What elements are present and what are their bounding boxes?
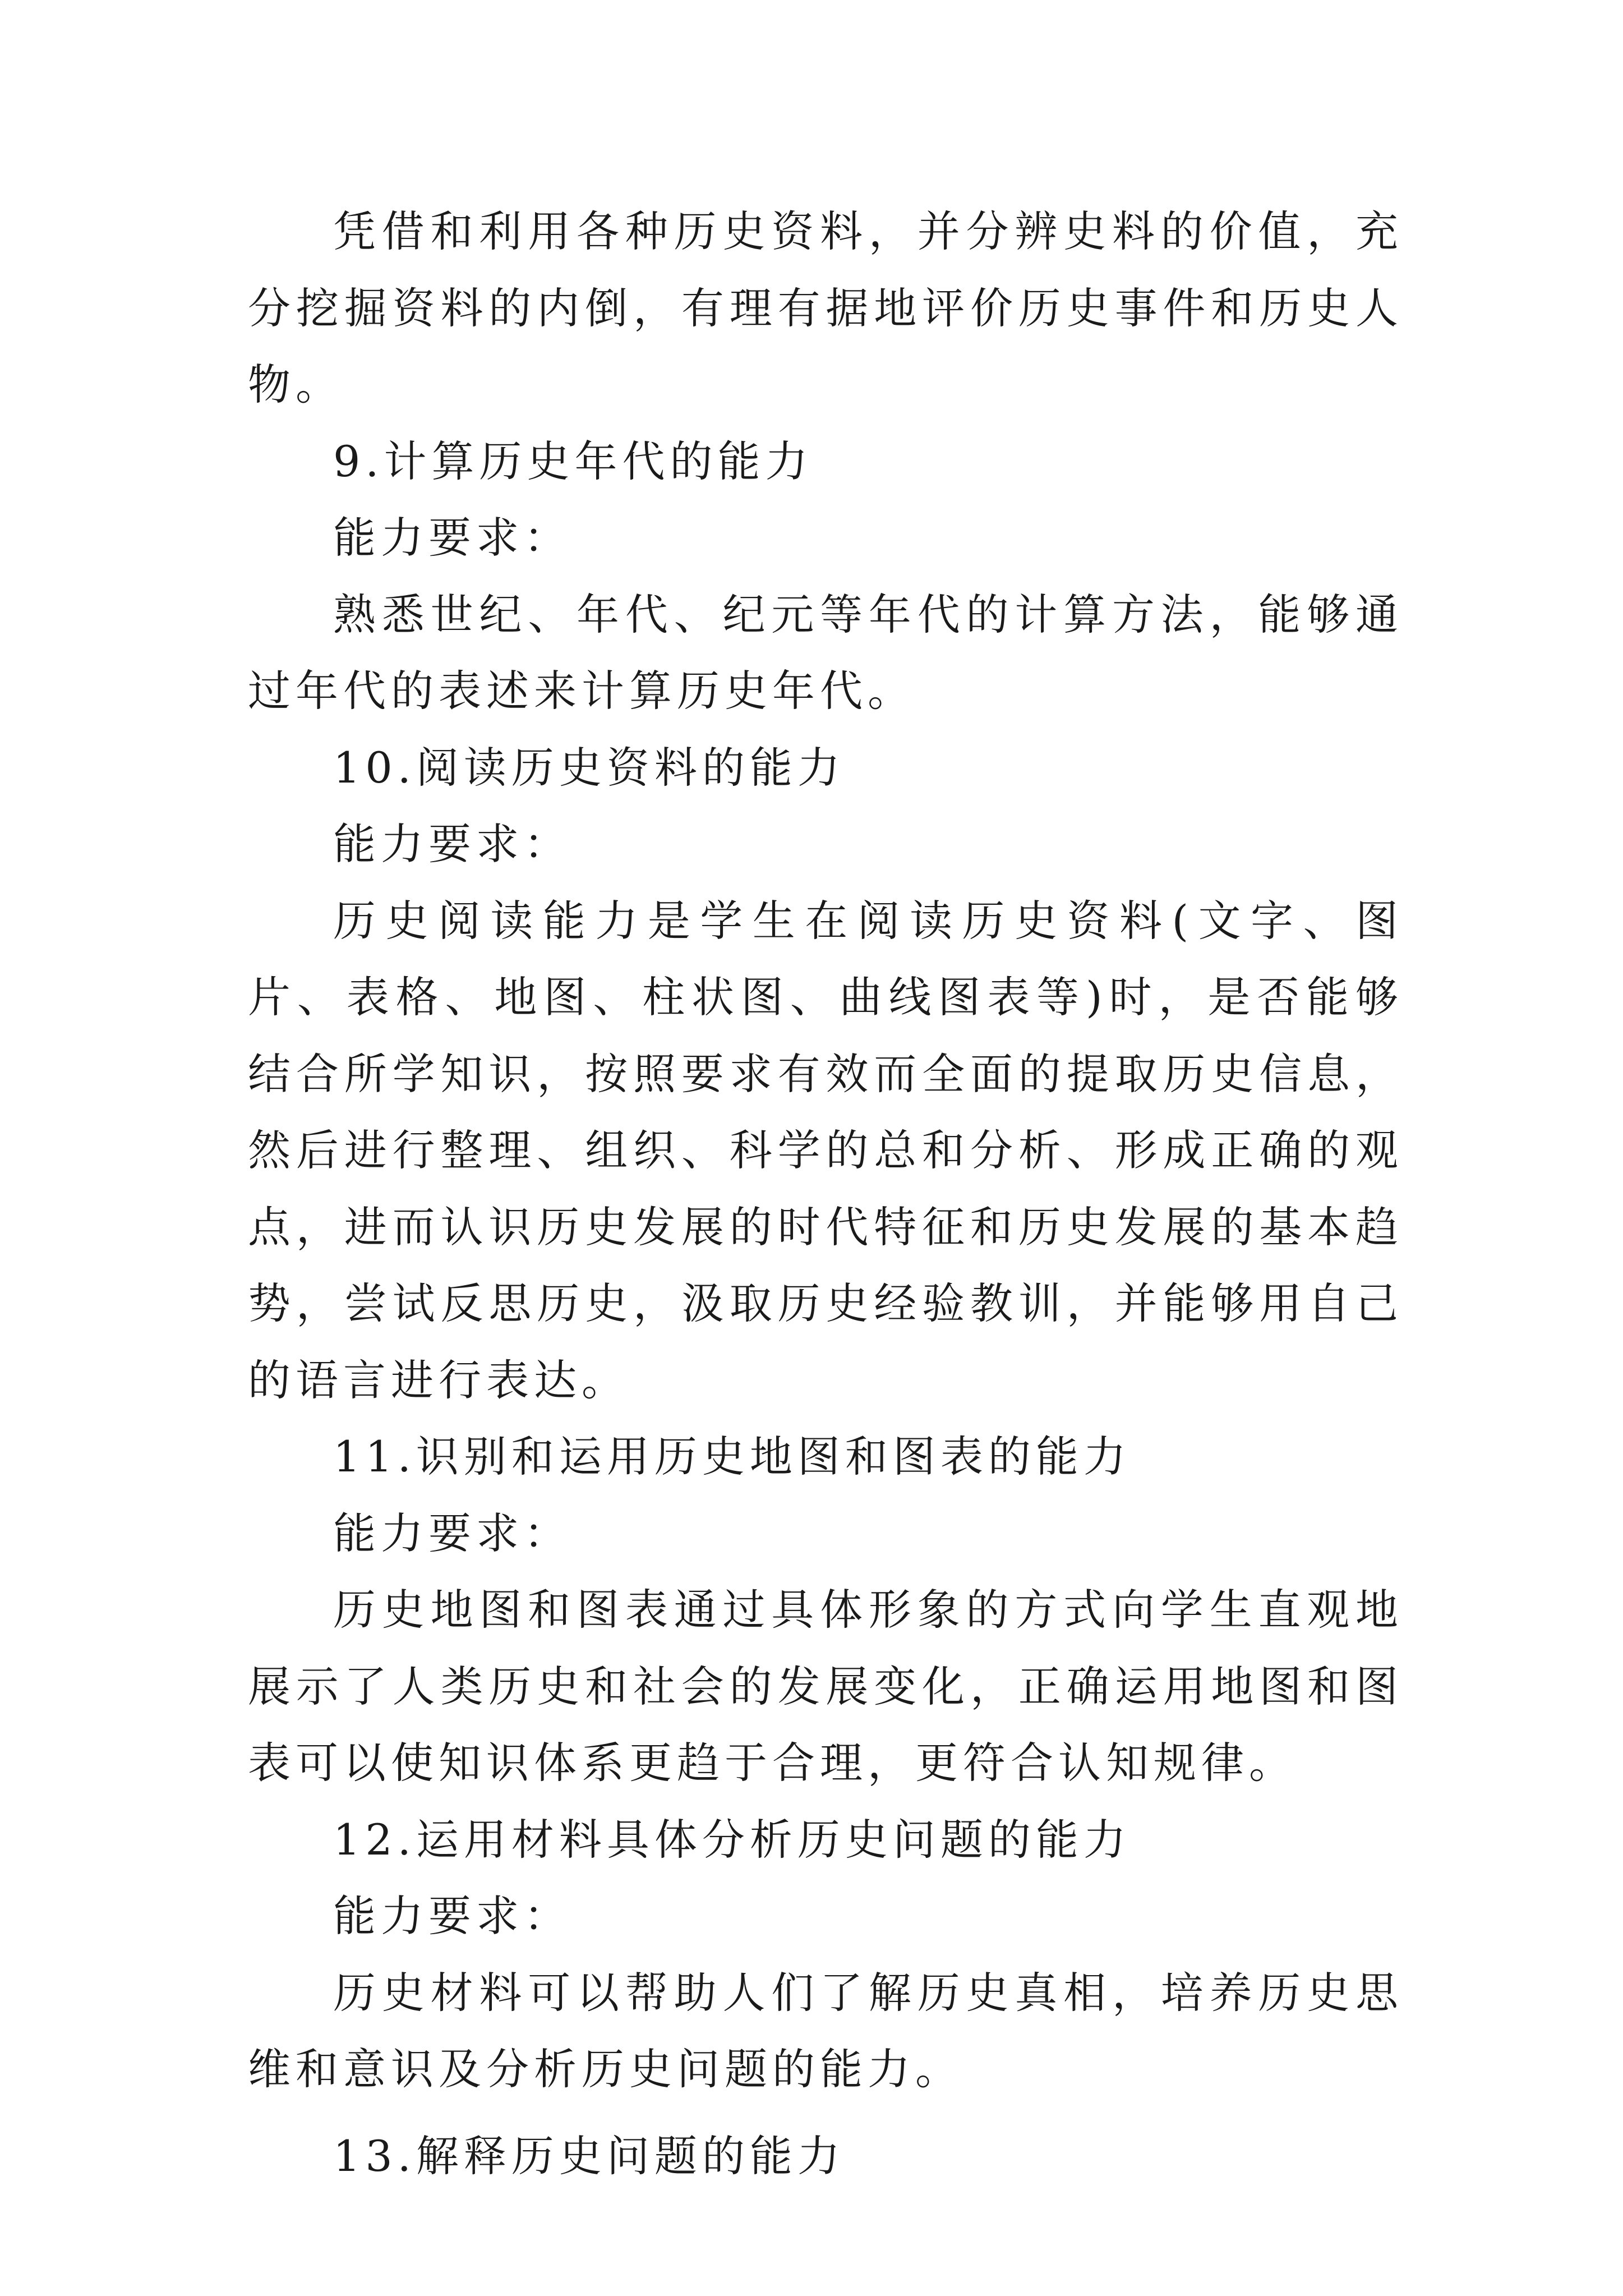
- paragraph-maps-charts: 历史地图和图表通过具体形象的方式向学生直观地展示了人类历史和社会的发展变化，正确运用地图和图表可以使知识体系更趋于合理，更符合认知规律。: [248, 1585, 1403, 1788]
- heading-13-explain-history: 13.解释历史问题的能力: [333, 2131, 845, 2181]
- paragraph-reading-ability: 历史阅读能力是学生在阅读历史资料(文字、图片、表格、地图、柱状图、曲线图表等)时，是否能够结合所学知识，按照要求有效而全面的提取历史信息，然后进行整理、组织、科学的总和分析、形成正确的观点，进而认识历史发展的时代特征和历史发展的基本趋势，尝试反思历史，汲取历史经验教训，并能够用自己的语言进行表达。: [248, 895, 1403, 1405]
- paragraph-evaluate-history: 凭借和利用各种历史资料，并分辨史料的价值，充分挖掘资料的内倒，有理有据地评价历史事件和历史人物。: [248, 206, 1403, 409]
- requirement-label: 能力要求：: [333, 513, 571, 563]
- heading-12-analyze-materials: 12.运用材料具体分析历史问题的能力: [333, 1814, 1131, 1865]
- paragraph-analyze-materials: 历史材料可以帮助人们了解历史真相，培养历史思维和意识及分析历史问题的能力。: [248, 1967, 1403, 2094]
- requirement-label: 能力要求：: [333, 1891, 571, 1941]
- paragraph-calculate-dates: 熟悉世纪、年代、纪元等年代的计算方法，能够通过年代的表述来计算历史年代。: [248, 589, 1403, 716]
- heading-10-read-materials: 10.阅读历史资料的能力: [333, 742, 845, 793]
- requirement-label: 能力要求：: [333, 819, 571, 869]
- heading-9-calculate-dates: 9.计算历史年代的能力: [333, 436, 813, 486]
- heading-11-maps-charts: 11.识别和运用历史地图和图表的能力: [333, 1432, 1131, 1481]
- requirement-label: 能力要求：: [333, 1508, 571, 1558]
- document-body: [248, 194, 1403, 2194]
